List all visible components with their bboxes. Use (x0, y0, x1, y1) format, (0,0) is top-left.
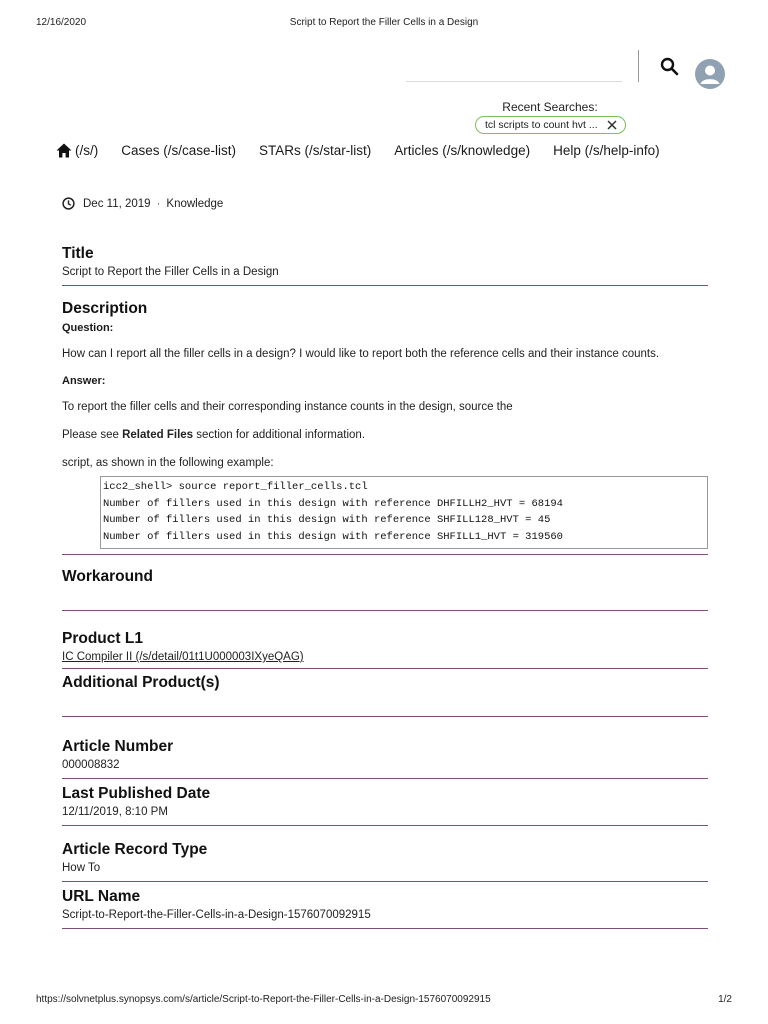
search-input[interactable] (406, 58, 622, 82)
code-line: icc2_shell> source report_filler_cells.tcl (103, 481, 368, 493)
divider (62, 716, 708, 717)
nav-item-help-label: Help (/s/help-info) (553, 142, 660, 158)
related-files-prefix: Please see (62, 429, 123, 441)
workaround-value (62, 588, 708, 603)
divider (62, 285, 708, 286)
record-type-label: Article Record Type (62, 841, 208, 858)
code-line: Number of fillers used in this design with reference SHFILL128_HVT = 45 (103, 514, 551, 526)
additional-products-label: Additional Product(s) (62, 674, 220, 691)
code-block (100, 476, 708, 549)
nav-item-articles[interactable] (394, 143, 530, 158)
meta-separator: · (156, 197, 161, 210)
additional-products-section (62, 673, 708, 709)
divider (62, 825, 708, 826)
divider (62, 778, 708, 779)
article-date: Dec 11, 2019 (83, 197, 151, 210)
home-icon (56, 143, 72, 158)
title-label: Title (62, 245, 94, 262)
related-files-suffix: section for additional information. (193, 429, 366, 441)
product-l1-link[interactable]: IC Compiler II (/s/detail/01t1U000003IXyeQAG) (62, 651, 304, 663)
nav-item-stars[interactable] (259, 143, 371, 158)
article-number-value: 000008832 (62, 759, 120, 771)
record-type-section (62, 840, 708, 876)
url-name-section (62, 887, 708, 923)
last-published-value: 12/11/2019, 8:10 PM (62, 806, 168, 818)
related-files-link[interactable]: Related Files (122, 429, 194, 441)
article-content (62, 244, 708, 929)
additional-products-value (62, 694, 708, 709)
nav-item-home[interactable] (56, 143, 98, 158)
search-button[interactable] (659, 56, 681, 78)
product-l1-label: Product L1 (62, 630, 143, 647)
user-avatar-icon (695, 59, 725, 89)
code-line: Number of fillers used in this design with reference DHFILLH2_HVT = 68194 (103, 497, 563, 510)
page-number: 1/2 (718, 994, 732, 1005)
article-type: Knowledge (166, 197, 224, 210)
last-published-label: Last Published Date (62, 785, 211, 802)
script-intro-text: script, as shown in the following example: (62, 457, 274, 469)
nav-item-cases-label: Cases (/s/case-list) (121, 142, 237, 158)
user-avatar[interactable] (695, 59, 725, 89)
footer-url: https://solvnetplus.synopsys.com/s/article/Script-to-Report-the-Filler-Cells-in-a-Design-1576070092915 (36, 994, 491, 1005)
recent-search-chip-label: tcl scripts to count hvt ... (485, 119, 598, 131)
article-number-section (62, 737, 708, 773)
nav-item-home-label: (/s/) (75, 142, 99, 158)
title-value: Script to Report the Filler Cells in a Design (62, 266, 279, 278)
header-divider (638, 50, 639, 82)
nav-item-articles-label: Articles (/s/knowledge) (394, 142, 531, 158)
workaround-section (62, 567, 708, 603)
recent-search-chip[interactable] (475, 116, 626, 134)
workaround-label: Workaround (62, 568, 153, 585)
related-files-note (62, 428, 708, 443)
main-nav (56, 140, 660, 160)
nav-item-help[interactable] (553, 143, 660, 158)
clock-icon (62, 197, 75, 210)
description-section (62, 299, 708, 549)
answer-label: Answer: (62, 375, 106, 387)
article-meta (62, 197, 223, 210)
divider (62, 881, 708, 882)
url-name-value: Script-to-Report-the-Filler-Cells-in-a-Design-1576070092915 (62, 909, 371, 921)
divider (62, 928, 708, 929)
question-text: How can I report all the filler cells in a design? I would like to report both the reference cells and their instance counts. (62, 348, 660, 360)
print-footer (36, 994, 732, 1008)
nav-item-stars-label: STARs (/s/star-list) (259, 142, 372, 158)
url-name-label: URL Name (62, 888, 141, 905)
description-label: Description (62, 300, 148, 317)
question-label: Question: (62, 322, 114, 334)
title-section (62, 244, 708, 280)
nav-item-cases[interactable] (121, 143, 236, 158)
record-type-value: How To (62, 862, 101, 874)
last-published-section (62, 784, 708, 820)
product-l1-section (62, 629, 708, 665)
divider (62, 554, 708, 555)
divider (62, 668, 708, 669)
code-line: Number of fillers used in this design with reference SHFILL1_HVT = 319560 (103, 530, 563, 543)
print-title: Script to Report the Filler Cells in a Design (289, 17, 479, 28)
recent-searches-label: Recent Searches: (502, 100, 598, 114)
close-icon[interactable] (607, 120, 617, 130)
divider (62, 610, 708, 611)
print-date: 12/16/2020 (36, 17, 87, 28)
answer-text: To report the filler cells and their corresponding instance counts in the design, source the (62, 401, 513, 413)
article-number-label: Article Number (62, 738, 174, 755)
search-icon (659, 56, 681, 78)
print-header (36, 17, 732, 31)
